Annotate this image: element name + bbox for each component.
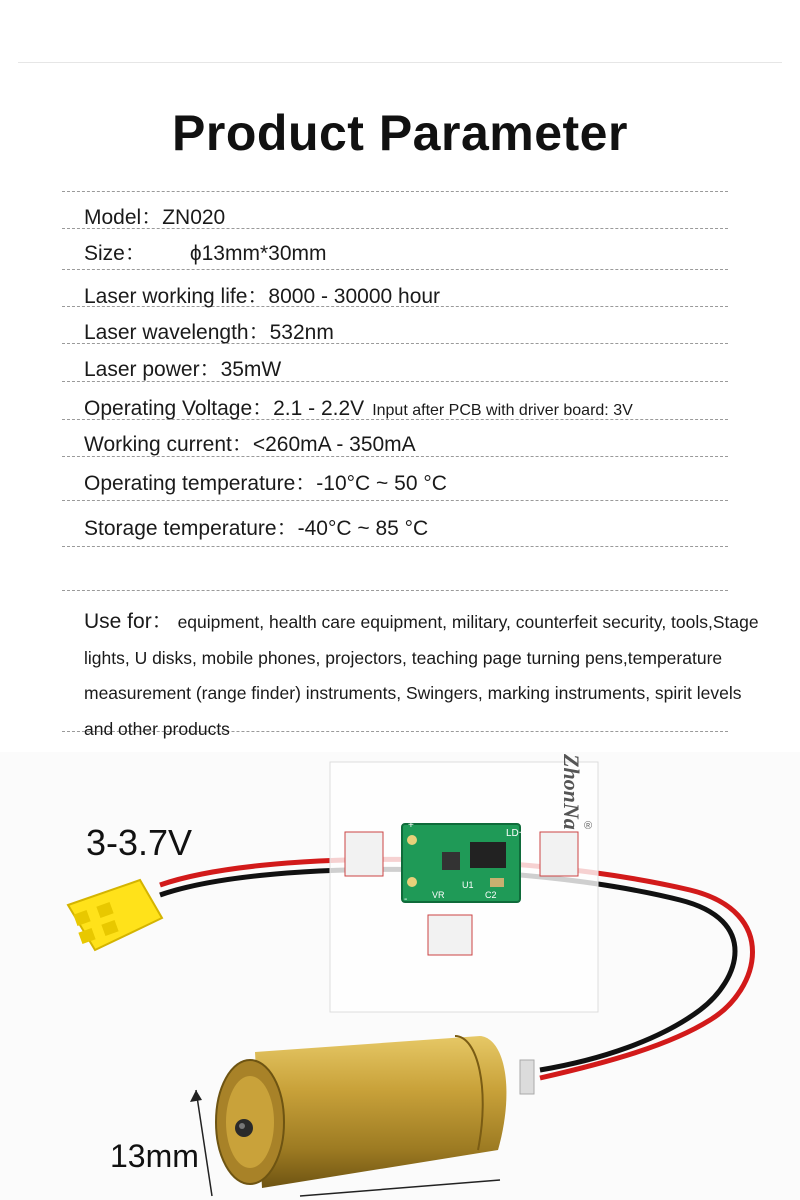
top-divider	[18, 62, 782, 63]
use-for-label: Use for：	[84, 610, 173, 633]
param-label: Laser power：	[84, 358, 221, 381]
product-photo	[0, 752, 800, 1200]
table-divider	[62, 191, 728, 192]
pcb-label-plus: +	[408, 820, 414, 831]
use-for-text: equipment, health care equipment, military, counterfeit security, tools,Stage lights, U disks, mobile phones, projectors, teaching page turning pens,temperature measurement (range finder) instruments, Swingers, marking instruments, spirit levels and other products	[84, 612, 759, 739]
pcb-label-c2: C2	[485, 890, 497, 900]
param-note: Input after PCB with driver board: 3V	[372, 402, 633, 419]
param-value: 35mW	[220, 358, 282, 381]
param-value: 8000 - 30000 hour	[268, 285, 441, 308]
param-label: Model：	[84, 206, 163, 229]
param-value: ϕ13mm*30mm	[189, 242, 327, 265]
use-for-paragraph	[84, 604, 764, 747]
pcb-label-vr: VR	[432, 890, 445, 900]
pcb-label-minus: -	[404, 894, 408, 905]
param-value: ZN020	[162, 206, 226, 229]
param-label: Laser working life：	[84, 285, 269, 308]
param-value: -10°C ~ 50 °C	[316, 472, 447, 495]
page-title: Product Parameter	[172, 105, 628, 161]
param-label: Laser wavelength：	[84, 321, 270, 344]
param-label: Operating Voltage：	[84, 397, 274, 420]
param-value: -40°C ~ 85 °C	[297, 517, 429, 540]
dimension-label: 13mm	[110, 1138, 199, 1174]
table-divider	[62, 590, 728, 591]
param-row-size	[84, 237, 326, 267]
param-value: 532nm	[269, 321, 334, 344]
brand-logo: ZhonNa	[559, 754, 584, 830]
param-row-working-current	[84, 428, 416, 458]
pcb-label-u1: U1	[462, 880, 474, 890]
param-row-power	[84, 353, 281, 383]
param-label: Size：	[84, 242, 146, 265]
registered-mark: ®	[584, 820, 593, 832]
table-divider	[62, 500, 728, 501]
voltage-label: 3-3.7V	[86, 822, 193, 863]
param-row-storage-temperature	[84, 512, 428, 542]
param-row-operating-temperature	[84, 467, 447, 497]
param-value: 2.1 - 2.2V	[273, 397, 365, 420]
param-row-model	[84, 201, 225, 231]
pcb-label-ld: LD+	[506, 828, 525, 839]
table-divider	[62, 546, 728, 547]
param-label: Operating temperature：	[84, 472, 317, 495]
param-label: Storage temperature：	[84, 517, 298, 540]
laser-module-illustration	[0, 752, 800, 1200]
param-label: Working current：	[84, 433, 253, 456]
param-row-operating-voltage	[84, 392, 633, 422]
param-row-working-life	[84, 280, 440, 310]
param-row-wavelength	[84, 316, 334, 346]
table-divider	[62, 269, 728, 270]
param-value: <260mA - 350mA	[252, 433, 416, 456]
